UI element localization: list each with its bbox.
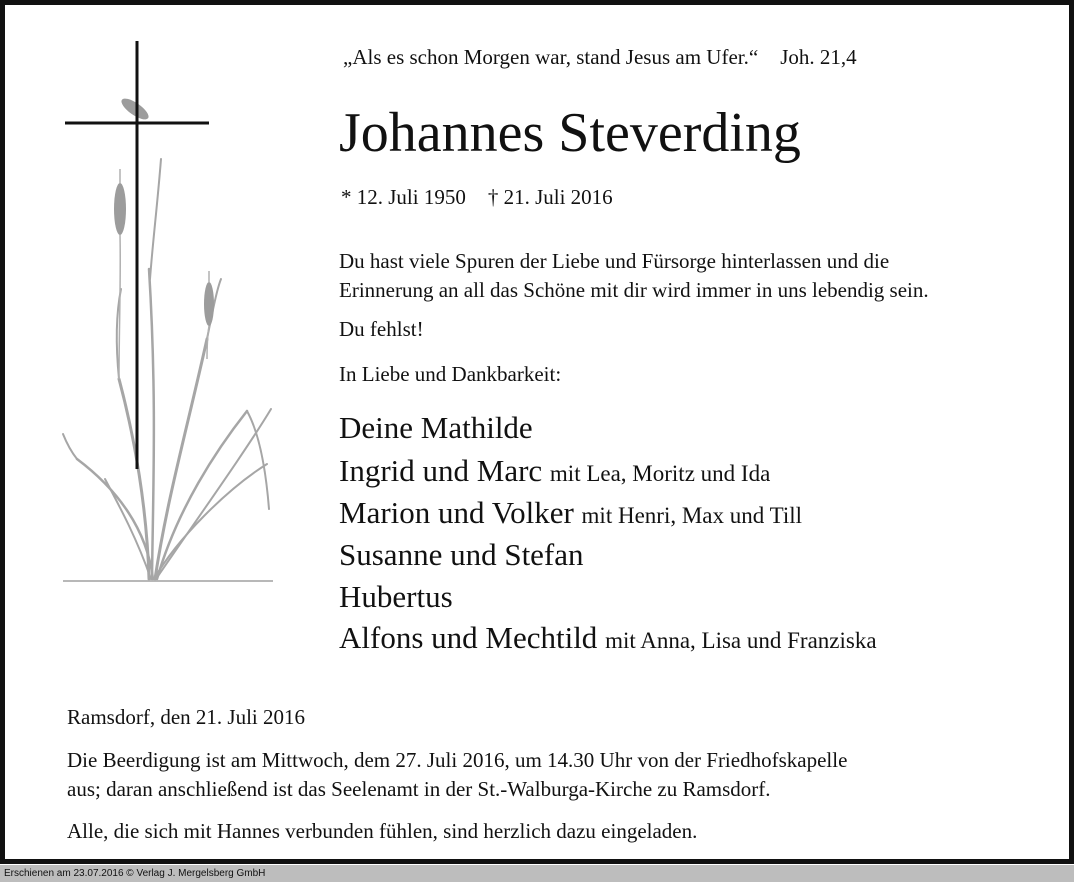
family-member <box>339 536 584 573</box>
family-member <box>339 452 770 489</box>
memorial-message <box>339 247 929 305</box>
family-children: mit Anna, Lisa und Franziska <box>605 628 877 653</box>
family-names: Marion und Volker <box>339 495 574 530</box>
family-children: mit Henri, Max und Till <box>581 503 802 528</box>
family-names: Susanne und Stefan <box>339 537 584 572</box>
publication-info: Erschienen am 23.07.2016 © Verlag J. Mergelsberg GmbH <box>4 868 266 879</box>
message-line-1: Du hast viele Spuren der Liebe und Fürsorge hinterlassen und die <box>339 249 890 273</box>
deceased-name: Johannes Steverding <box>339 102 801 164</box>
family-names: Alfons und Mechtild <box>339 620 598 655</box>
cross-with-reeds-icon <box>57 39 281 587</box>
funeral-details <box>67 746 847 804</box>
birth-date: * 12. Juli 1950 <box>341 185 466 209</box>
funeral-line-1: Die Beerdigung ist am Mittwoch, dem 27. Juli 2016, um 14.30 Uhr von der Friedhofskapelle <box>67 748 848 772</box>
family-member <box>339 409 533 446</box>
funeral-line-2: aus; daran anschließend ist das Seelenamt in der St.-Walburga-Kirche zu Ramsdorf. <box>67 777 771 801</box>
invitation-text: Alle, die sich mit Hannes verbunden fühlen, sind herzlich dazu eingeladen. <box>67 819 698 843</box>
message-line-2: Erinnerung an all das Schöne mit dir wird immer in uns lebendig sein. <box>339 278 929 302</box>
family-names: Deine Mathilde <box>339 410 533 445</box>
quote-text: „Als es schon Morgen war, stand Jesus am Ufer.“ <box>343 45 759 69</box>
family-member <box>339 578 453 615</box>
family-names: Hubertus <box>339 579 453 614</box>
place-and-date: Ramsdorf, den 21. Juli 2016 <box>67 705 305 729</box>
death-date: † 21. Juli 2016 <box>487 185 613 209</box>
quote-reference: Joh. 21,4 <box>780 45 857 69</box>
family-member <box>339 619 877 656</box>
life-dates <box>341 185 613 210</box>
family-children: mit Lea, Moritz und Ida <box>549 461 771 486</box>
family-names: Ingrid und Marc <box>339 453 543 488</box>
publication-footer <box>0 865 1074 882</box>
missing-you-text: Du fehlst! <box>339 317 424 341</box>
family-member <box>339 494 802 531</box>
gratitude-text: In Liebe und Dankbarkeit: <box>339 362 562 386</box>
bible-quote <box>343 45 857 70</box>
